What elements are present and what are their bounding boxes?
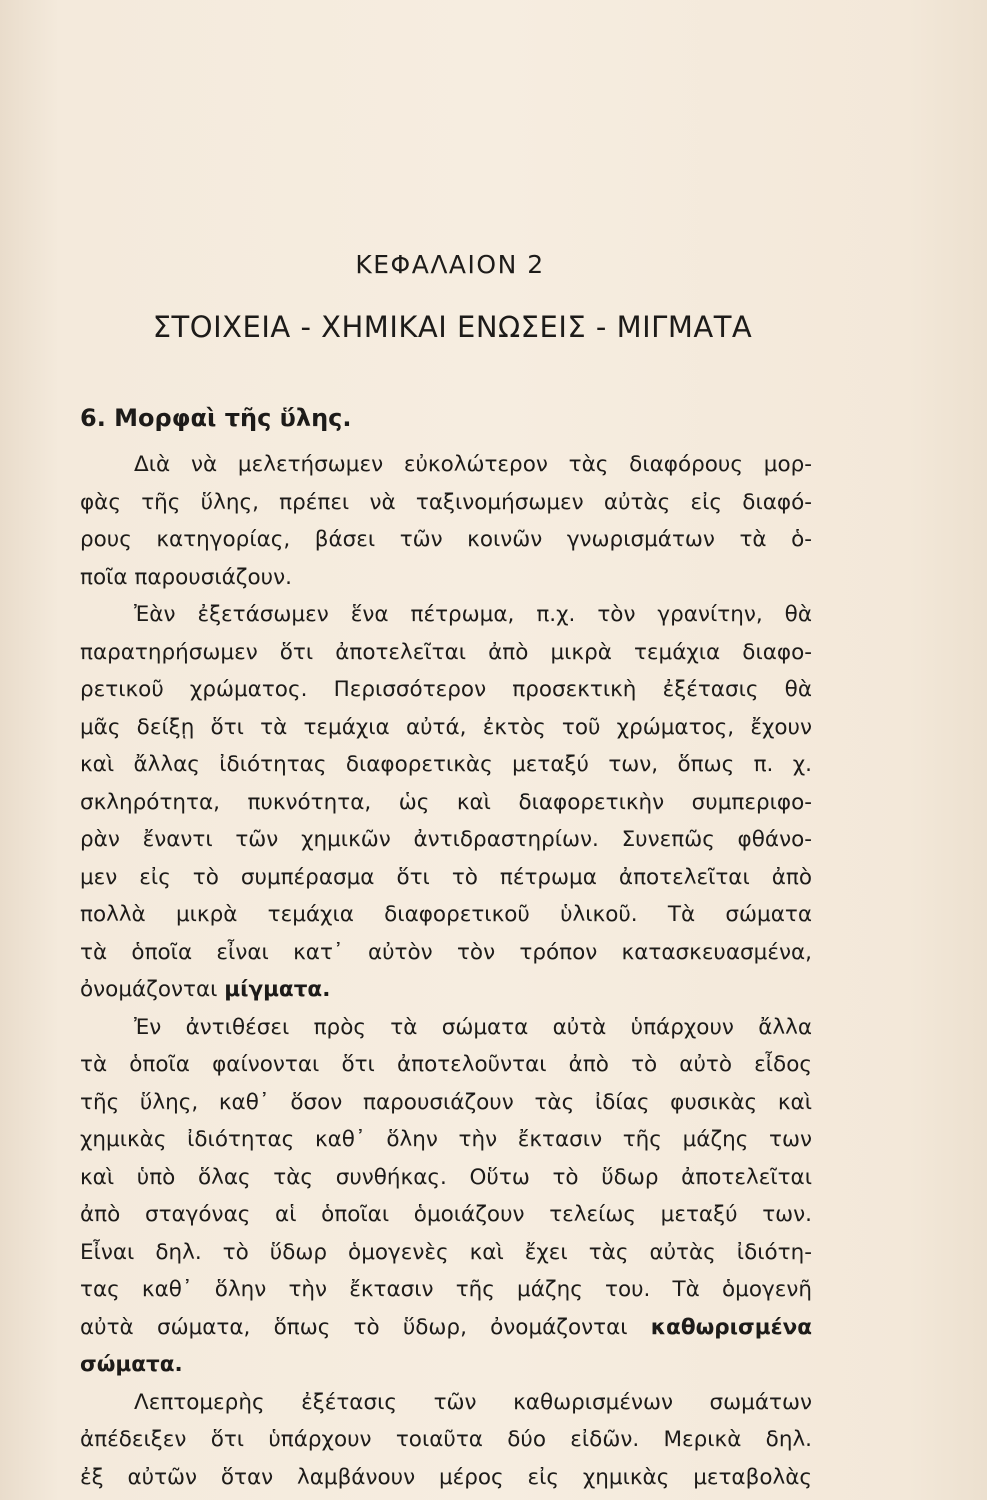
text-line: ρετικοῦ χρώματος. Περισσότερον προσεκτικὴ ἐξέτασις θὰ: [80, 677, 812, 702]
text-line: Ἐν ἀντιθέσει πρὸς τὰ σώματα αὐτὰ ὑπάρχουν ἄλλα: [134, 1014, 812, 1040]
text-line: πολλὰ μικρὰ τεμάχια διαφορετικοῦ ὑλικοῦ. Τὰ σώματα: [80, 902, 812, 927]
text-line: Εἶναι δηλ. τὸ ὕδωρ ὁμογενὲς καὶ ἔχει τὰς αὐτὰς ἰδιότη-: [80, 1239, 812, 1265]
text-line: ἐξ αὐτῶν ὅταν λαμβάνουν μέρος εἰς χημικὰς μεταβολὰς: [80, 1464, 812, 1490]
text-line: τὰ ὁποῖα φαίνονται ὅτι ἀποτελοῦνται ἀπὸ τὸ αὐτὸ εἶδος: [80, 1052, 812, 1077]
text-line: καὶ ἄλλας ἰδιότητας διαφορετικὰς μεταξύ των, ὅπως π. χ.: [80, 752, 812, 777]
text-line: ἀπέδειξεν ὅτι ὑπάρχουν τοιαῦτα δύο εἰδῶν. Μερικὰ δηλ.: [80, 1427, 812, 1452]
text-line: ποῖα παρουσιάζουν.: [80, 564, 292, 590]
section-heading: 6. Μορφαὶ τῆς ὕλης.: [80, 404, 352, 432]
text-line: μεν εἰς τὸ συμπέρασμα ὅτι τὸ πέτρωμα ἀποτελεῖται ἀπὸ: [80, 864, 812, 890]
text-line: Ἐὰν ἐξετάσωμεν ἕνα πέτρωμα, π.χ. τὸν γρανίτην, θὰ: [134, 602, 812, 627]
text-line: παρατηρήσωμεν ὅτι ἀποτελεῖται ἀπὸ μικρὰ τεμάχια διαφο-: [80, 639, 812, 665]
chapter-label: ΚΕΦΑΛΑΙΟΝ 2: [355, 250, 545, 279]
term-mixtures: μίγματα.: [224, 977, 331, 1002]
text-span: αὐτὰ σώματα, ὅπως τὸ ὕδωρ, ὀνομάζονται: [80, 1314, 651, 1340]
text-line: ρους κατηγορίας, βάσει τῶν κοινῶν γνωρισμάτων τὰ ὁ-: [80, 527, 812, 552]
body-text: [80, 446, 812, 1496]
text-line: Διὰ νὰ μελετήσωμεν εὐκολώτερον τὰς διαφόρους μορ-: [134, 452, 812, 477]
text-span: ὀνομάζονται: [80, 977, 225, 1002]
text-line: [80, 1346, 812, 1384]
text-line: χημικὰς ἰδιότητας καθ᾽ ὅλην τὴν ἔκτασιν τῆς μάζης των: [80, 1127, 812, 1152]
chapter-title: ΣΤΟΙΧΕΙΑ - ΧΗΜΙΚΑΙ ΕΝΩΣΕΙΣ - ΜΙΓΜΑΤΑ: [152, 310, 753, 344]
text-line: ρὰν ἔναντι τῶν χημικῶν ἀντιδραστηρίων. Συνεπῶς φθάνο-: [80, 827, 812, 852]
text-line: [80, 1309, 812, 1347]
term-defined-bodies: καθωρισμένα: [650, 1314, 812, 1340]
text-line: σκληρότητα, πυκνότητα, ὡς καὶ διαφορετικὴν συμπεριφο-: [80, 789, 812, 815]
text-line: τῆς ὕλης, καθ᾽ ὅσον παρουσιάζουν τὰς ἰδίας φυσικὰς καὶ: [80, 1089, 812, 1115]
text-line: ἀπὸ σταγόνας αἱ ὁποῖαι ὁμοιάζουν τελείως μεταξύ των.: [80, 1202, 812, 1227]
text-line: μᾶς δείξῃ ὅτι τὰ τεμάχια αὐτά, ἐκτὸς τοῦ χρώματος, ἔχουν: [80, 714, 812, 740]
text-line: Λεπτομερὴς ἐξέτασις τῶν καθωρισμένων σωμάτων: [134, 1389, 812, 1415]
text-line: τὰ ὁποῖα εἶναι κατ᾽ αὐτὸν τὸν τρόπον κατασκευασμένα,: [80, 939, 812, 965]
text-line: [80, 971, 812, 1009]
text-line: καὶ ὑπὸ ὅλας τὰς συνθήκας. Οὕτω τὸ ὕδωρ ἀποτελεῖται: [80, 1164, 812, 1190]
text-line: τας καθ᾽ ὅλην τὴν ἔκτασιν τῆς μάζης του. Τὰ ὁμογενῆ: [80, 1277, 812, 1302]
text-line: φὰς τῆς ὕλης, πρέπει νὰ ταξινομήσωμεν αὐτὰς εἰς διαφό-: [80, 489, 812, 515]
term-defined-bodies-end: σώματα.: [80, 1352, 183, 1377]
show-through-texture: [70, 110, 850, 260]
